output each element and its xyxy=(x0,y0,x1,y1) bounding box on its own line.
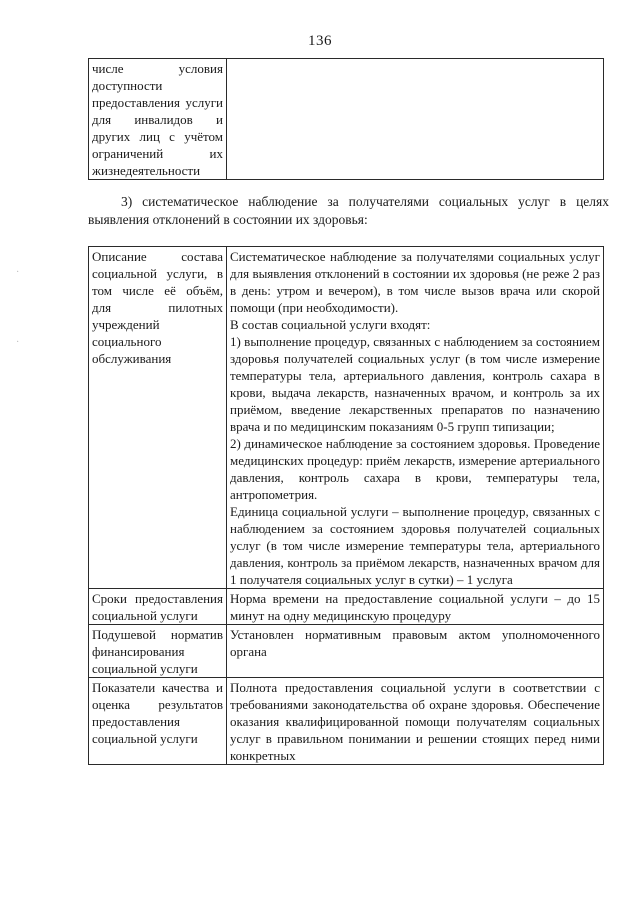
page-number: 136 xyxy=(308,33,332,49)
row-value-quality: Полнота предоставления социальной услуги в соответствии с требованиями законодательства об охране здоровья. Обеспечение оказания квалифицированной помощи получателям социальных услуг в правильном понимании и решении стоящих перед ними конкретных xyxy=(227,678,604,765)
row-label-quality: Показатели качества и оценка результатов предоставления социальной услуги xyxy=(89,678,227,765)
row-label-description: Описание состава социальной услуги, в том числе её объём, для пилотных учреждений социального обслуживания xyxy=(89,247,227,589)
description-paragraph: Систематическое наблюдение за получателями социальных услуг для выявления отклонений в состоянии их здоровья (не реже 2 раз в день: утром и вечером), в том числе вызов врача или скорой помощи (при необходимости). xyxy=(230,249,600,315)
intro-text: 3) систематическое наблюдение за получателями социальных услуг в целях выявления отклонений в состоянии их здоровья: xyxy=(88,194,609,227)
description-paragraph: 1) выполнение процедур, связанных с наблюдением за состоянием здоровья получателей социальных услуг (в том числе измерение температуры тела, артериального давления, контроль сахара в крови, выдача лекарств, назначенных врачом, и контроль за их приёмом, введение лекарственных препаратов по назначению врача и по медицинским показаниям 0-5 групп типизации; xyxy=(230,334,600,434)
table-row xyxy=(89,589,604,625)
service-table xyxy=(88,246,604,765)
description-paragraph: 2) динамическое наблюдение за состоянием здоровья. Проведение медицинских процедур: приём лекарств, измерение артериального давления, контроль сахара в крови, температуры тела, антропометрия. xyxy=(230,436,600,502)
margin-mark: · xyxy=(16,267,20,278)
row-label-financing: Подушевой норматив финансирования социальной услуги xyxy=(89,625,227,678)
section-intro xyxy=(88,193,609,229)
row-value-terms: Норма времени на предоставление социальной услуги – до 15 минут на одну медицинскую процедуру xyxy=(227,589,604,625)
table-row xyxy=(89,247,604,589)
table-cell-value xyxy=(227,59,604,180)
table-row xyxy=(89,59,604,180)
description-paragraph: В состав социальной услуги входят: xyxy=(230,317,431,332)
table-row xyxy=(89,678,604,765)
continued-table xyxy=(88,58,604,180)
description-paragraph: Единица социальной услуги – выполнение процедур, связанных с наблюдением за состоянием здоровья получателей социальных услуг (в том числе измерение температуры тела, артериального давления, контроль за приёмом лекарств, назначенных врачом для 1 получателя социальных услуг в сутки) – 1 услуга xyxy=(230,504,600,587)
page-bottom-margin xyxy=(88,845,610,905)
margin-mark: · xyxy=(16,337,20,348)
row-value-description xyxy=(227,247,604,589)
table-cell-label: числе условия доступности предоставления услуги для инвалидов и других лиц с учётом ограничений их жизнедеятельности xyxy=(89,59,227,180)
row-value-financing: Установлен нормативным правовым актом уполномоченного органа xyxy=(227,625,604,678)
table-row xyxy=(89,625,604,678)
row-label-terms: Сроки предоставления социальной услуги xyxy=(89,589,227,625)
